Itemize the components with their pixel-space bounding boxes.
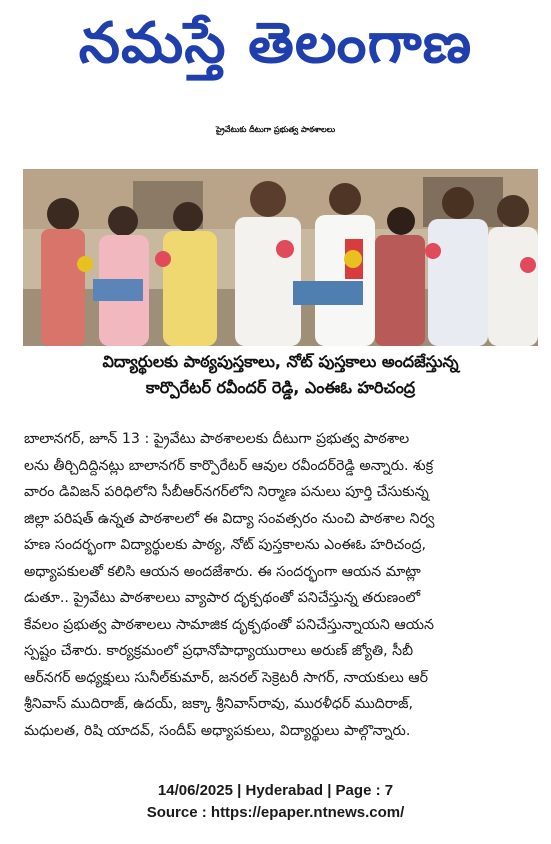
caption-line-1: విద్యార్థులకు పాఠ్యపుస్తకాలు, నోట్ పుస్తకాలు అందజేస్తున్న	[102, 352, 459, 371]
masthead-title: నమస్తే తెలంగాణ	[78, 11, 473, 76]
article-line: కేవలం ప్రభుత్వ పాఠశాలలు సామాజిక దృక్పథంతో పనిచేస్తున్నాయని ఆయన	[24, 616, 434, 633]
footer-date-line: 14/06/2025 | Hyderabad | Page : 7	[157, 782, 394, 799]
article-line: అధ్యాపకులతో కలిసి ఆయన అందజేశారు. ఈ సందర్భంగా ఆయన మాట్లా	[24, 563, 421, 580]
caption-line-2: కార్పొరేటర్ రవీందర్ రెడ్డి, ఎంఈఓ హరిచంద్ర	[145, 378, 416, 397]
footer-source-link[interactable]: Source : https://epaper.ntnews.com/	[146, 804, 405, 821]
photo-illustration	[23, 169, 538, 346]
article-line: జిల్లా పరిషత్ ఉన్నత పాఠశాలలో ఈ విద్యా సంవత్సరం నుంచి పాఠశాల నిర్వ	[24, 510, 435, 527]
article-line: మధులత, రిషి యాదవ్, సందీప్ అధ్యాపకులు, విద్యార్థులు పాల్గొన్నారు.	[24, 722, 411, 739]
article-line: వారం డివిజన్ పరిధిలోని సీబీఆర్‌నగర్‌లోని నిర్మాణ పనులు పూర్తి చేసుకున్న	[24, 484, 429, 500]
article-line: ఆర్‌నగర్ అధ్యక్షులు సునీల్‌కుమార్, జనరల్ సెక్రెటరీ సాగర్, నాయకులు ఆర్	[24, 669, 429, 686]
article-line: డుతూ.. ప్రైవేటు పాఠశాలలు వ్యాపార దృక్పథంతో పనిచేస్తున్న తరుణంలో	[24, 590, 421, 606]
article-headline: ప్రైవేటుకు దీటుగా ప్రభుత్వ పాఠశాలలు	[215, 125, 336, 134]
article-line: స్పష్టం చేశారు. కార్యక్రమంలో ప్రధానోపాధ్యాయురాలు అరుణ్ జ్యోతి, సీబీ	[24, 643, 414, 659]
newspaper-masthead	[0, 0, 551, 86]
article-photo	[23, 169, 538, 346]
article-line: శ్రీనివాస్ ముదిరాజ్, ఉదయ్, జక్కా శ్రీనివాస్‌రావు, మురళీధర్ ముదిరాజ్,	[24, 696, 413, 712]
article-line: హణ సందర్భంగా విద్యార్థులకు పాఠ్య, నోట్ పుస్తకాలను ఎంఈఓ హరిచంద్ర,	[24, 537, 426, 553]
source-footer	[0, 780, 551, 824]
article-body	[24, 426, 538, 744]
photo-caption	[23, 349, 538, 401]
article-line: బాలానగర్, జూన్ 13 : ప్రైవేటు పాఠశాలలకు దీటుగా ప్రభుత్వ పాఠశాల	[24, 431, 410, 447]
article-line: లను తీర్చిదిద్దినట్లు బాలానగర్ కార్పొరేటర్ ఆవుల రవీందర్‌రెడ్డి అన్నారు. శుక్ర	[24, 457, 434, 474]
